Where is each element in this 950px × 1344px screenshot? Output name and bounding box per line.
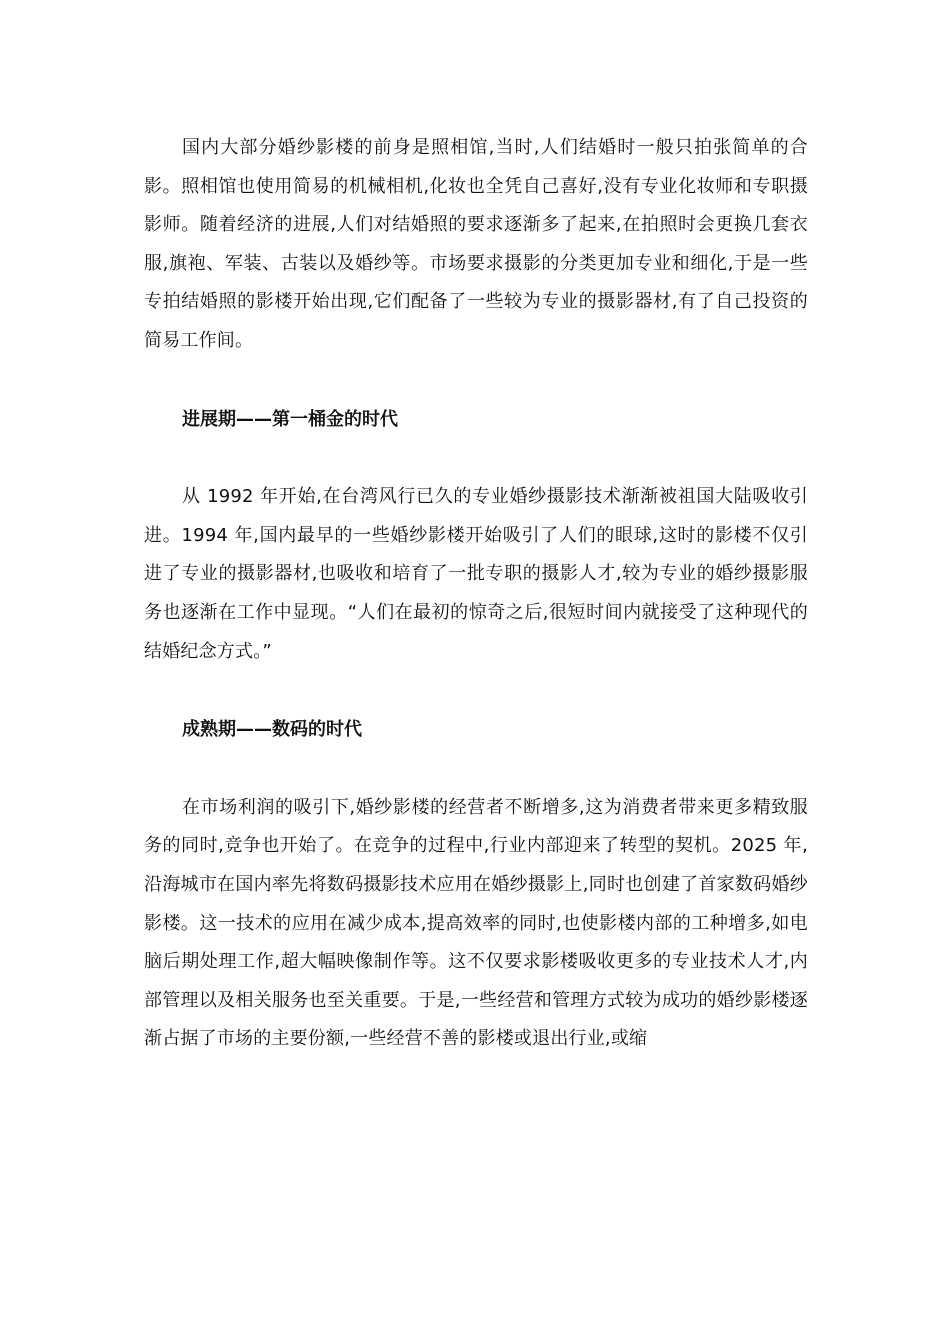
paragraph-development: [144, 478, 808, 671]
paragraph-spacer: [144, 671, 808, 711]
section-heading-development: 进展期——第一桶金的时代: [182, 408, 398, 430]
section-heading-maturity: 成熟期——数码的时代: [182, 719, 362, 741]
paragraph-spacer: [144, 361, 808, 401]
heading-spacer: [144, 750, 808, 789]
paragraph-origins: [144, 129, 808, 361]
paragraph-origins-text: 国内大部分婚纱影楼的前身是照相馆,当时,人们结婚时一般只拍张简单的合影。照相馆也使用简易的机械相机,化妆也全凭自己喜好,没有专业化妆师和专职摄影师。随着经济的进展,人们对结婚照的要求逐渐多了起来,在拍照时会更换几套衣服,旗袍、军装、古装以及婚纱等。市场要求摄影的分类更加专业和细化,于是一些专拍结婚照的影楼开始出现,它们配备了一些较为专业的摄影器材,有了自己投资的简易工作间。: [144, 137, 808, 351]
paragraph-maturity: 在市场利润的吸引下,婚纱影楼的经营者不断增多,这为消费者带来更多精致服务的同时,竞争也开始了。在竞争的过程中,行业内部迎来了转型的契机。2025 年,沿海城市在国内率先将数码摄影技术应用在婚纱摄影上,同时也创建了首家数码婚纱影楼。这一技术的应用在减少成本,提高效率的同时,也使影楼内部的工种增多,如电脑后期处理工作,超大幅映像制作等。这不仅要求影楼吸收更多的专业技术人才,内部管理以及相关服务也至关重要。于是,一些经营和管理方式较为成功的婚纱影楼逐渐占据了市场的主要份额,一些经营不善的影楼或退出行业,或缩: [144, 796, 808, 1050]
document-page: [144, 129, 808, 1059]
paragraph-development-text: 从 1992 年开始,在台湾风行已久的专业婚纱摄影技术渐渐被祖国大陆吸收引进。1994 年,国内最早的一些婚纱影楼开始吸引了人们的眼球,这时的影楼不仅引进了专业的摄影器材,也吸收和培育了一批专职的摄影人才,较为专业的婚纱摄影服务也逐渐在工作中显现。“人们在最初的惊奇之后,很短时间内就接受了这种现代的结婚纪念方式。”: [144, 486, 808, 662]
heading-spacer: [144, 439, 808, 478]
